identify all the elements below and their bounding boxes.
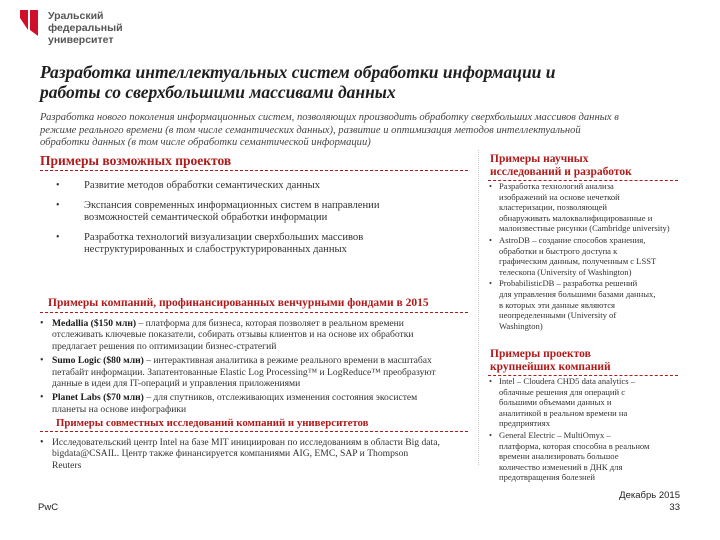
list-item xyxy=(56,180,468,193)
companies-list xyxy=(40,318,470,418)
companies-rule xyxy=(40,312,468,313)
heading-line: Примеры проектов xyxy=(490,348,591,360)
research-heading xyxy=(490,153,632,179)
bullet-icon: • xyxy=(489,181,493,191)
item-line: графическим данным, полученным с LSST xyxy=(499,256,657,267)
item-line: неопределенными (University of xyxy=(499,310,617,321)
bullet-icon: • xyxy=(40,355,44,367)
list-item xyxy=(489,278,689,331)
item-line: в которых эти данные являются xyxy=(499,299,615,310)
list-item xyxy=(40,318,470,352)
company-name: Sumo Logic ($80 млн) xyxy=(52,355,144,367)
intro-line: Разработка нового поколения информационных систем, позволяющих производить обработку сверхбольших массивов данных в xyxy=(40,112,619,123)
item-line: bigdata@CSAIL. Центр также финансируется компаниями AIG, EMC, SAP и Thompson xyxy=(52,448,409,460)
item-line: возможностей семантической обработки информации xyxy=(84,212,328,224)
item-line: кластеризации, позволяющей xyxy=(499,202,608,213)
research-list xyxy=(489,181,689,331)
item-line: Разработка технологий визуализации сверхбольших массивов xyxy=(84,231,364,243)
bullet-icon: • xyxy=(489,278,493,289)
item-line: предлагает решения по оптимизации бизнес-стратегий xyxy=(52,340,277,352)
bigcorp-heading xyxy=(490,348,611,374)
item-line: Исследовательский центр Intel на базе MIT инициирован по исследованиям в области Big data, xyxy=(52,437,440,448)
list-item xyxy=(56,200,468,225)
item-line: телескопа (University of Washington) xyxy=(499,266,632,277)
item-line: AstroDB – создание способов хранения, xyxy=(499,234,646,245)
intro-line: режиме реального времени (в том числе семантических данных), развитие и оптимизация методов интеллектуальной xyxy=(40,124,581,136)
item-line: большими объемами данных и xyxy=(499,397,612,408)
item-line: ProbabilisticDB – разработка решений xyxy=(499,278,638,289)
title-line: Разработка интеллектуальных систем обработки информации и xyxy=(40,62,556,82)
joint-list xyxy=(40,437,470,474)
item-line: петабайт информации. Запатентованные Elastic Log Processing™ и LogReduce™ преобразуют xyxy=(52,366,436,378)
joint-heading: Примеры совместных исследований компаний и университетов xyxy=(56,417,369,429)
title-line: работы со сверхбольшими массивами данных xyxy=(40,82,396,102)
list-item xyxy=(56,232,468,257)
item-line: обработки и быстрого доступа к xyxy=(499,245,618,256)
list-item xyxy=(40,392,470,415)
bullet-icon: • xyxy=(489,376,493,386)
item-line: Экспансия современных информационных систем в направлении xyxy=(84,199,380,211)
bullet-icon: • xyxy=(489,234,493,245)
projects-list xyxy=(56,180,468,260)
column-divider xyxy=(478,150,479,465)
item-line: планеты на основе инфографики xyxy=(52,403,187,415)
item-line: облачные решения для операций с xyxy=(499,386,626,397)
bullet-icon: • xyxy=(56,231,60,243)
item-line: – для спутников, отслеживающих изменения состояния экосистем xyxy=(146,392,418,404)
item-line: – интерактивная аналитика в режиме реального времени в масштабах xyxy=(146,355,432,367)
list-item xyxy=(40,355,470,389)
item-line: Развитие методов обработки семантических данных xyxy=(84,180,321,191)
intro-paragraph xyxy=(40,112,680,150)
item-line: General Electric – MultiOmyx – xyxy=(499,429,611,440)
heading-line: крупнейших компаний xyxy=(490,361,611,373)
bullet-icon: • xyxy=(56,180,60,191)
item-line: предприятиях xyxy=(499,418,551,429)
companies-heading: Примеры компаний, профинансированных венчурными фондами в 2015 xyxy=(48,297,429,309)
item-line: Разработка технологий анализа xyxy=(499,181,614,191)
footer-brand: PwC xyxy=(38,502,59,513)
list-item xyxy=(489,235,689,277)
footer-meta xyxy=(619,490,680,514)
item-line: платформа, которая способна в реальном xyxy=(499,440,650,451)
item-line: отслеживать ключевые показатели, собирать отзывы клиентов и на основе их обработки xyxy=(52,329,414,341)
logo-line: университет xyxy=(48,34,114,46)
item-line: для управления большими базами данных, xyxy=(499,288,656,299)
urfu-logo xyxy=(18,8,158,50)
projects-rule xyxy=(40,170,468,171)
bullet-icon: • xyxy=(56,199,60,211)
item-line: времени анализировать большое xyxy=(499,451,619,462)
item-line: количество изменений в ДНК для xyxy=(499,461,623,472)
item-line: неструктурированных и слабоструктурированных данных xyxy=(84,244,347,256)
logo-line: Уральский xyxy=(48,10,104,22)
list-item xyxy=(40,437,470,471)
bullet-icon: • xyxy=(40,437,44,448)
page-number: 33 xyxy=(669,502,680,513)
joint-rule xyxy=(40,431,468,432)
company-name: Planet Labs ($70 млн) xyxy=(52,392,144,404)
urfu-emblem-icon xyxy=(18,8,44,38)
list-item xyxy=(489,376,689,429)
item-line: предотвращения болезней xyxy=(499,472,595,483)
projects-heading: Примеры возможных проектов xyxy=(40,153,232,168)
bullet-icon: • xyxy=(40,318,44,329)
item-line: малоизвестные рисунки (Cambridge university) xyxy=(499,223,670,234)
intro-line: обработки данных (в том числе обработки семантической информации) xyxy=(40,137,371,149)
company-name: Medallia ($150 млн) xyxy=(52,318,137,329)
footer-date: Декабрь 2015 xyxy=(619,490,680,501)
item-line: аналитикой в реальном времени на xyxy=(499,407,628,418)
item-line: – платформа для бизнеса, которая позволяет в реальном времени xyxy=(138,318,404,329)
heading-line: исследований и разработок xyxy=(490,166,632,178)
item-line: Intel – Cloudera CHD5 data analytics – xyxy=(499,376,636,386)
item-line: Reuters xyxy=(52,459,82,471)
bullet-icon: • xyxy=(489,429,493,440)
logo-text xyxy=(48,10,123,46)
logo-line: федеральный xyxy=(48,22,123,34)
heading-line: Примеры научных xyxy=(490,153,589,165)
list-item xyxy=(489,430,689,483)
bullet-icon: • xyxy=(40,392,44,404)
item-line: изображений на основе нечеткой xyxy=(499,191,620,202)
page-title xyxy=(40,62,660,102)
item-line: Washington) xyxy=(499,320,543,331)
bigcorp-list xyxy=(489,376,689,483)
list-item xyxy=(489,181,689,234)
item-line: данные в идеи для IT-операций и управления приложениями xyxy=(52,378,301,390)
item-line: обнаруживать малоквалифицированные и xyxy=(499,212,653,223)
